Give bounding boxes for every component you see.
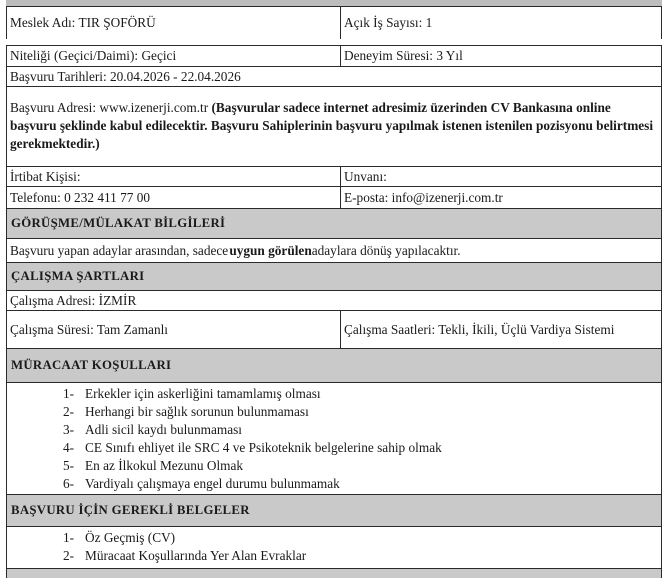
interview-info bbox=[7, 239, 661, 262]
requirement-item: 6- Vardiyalı çalışmaya engel durumu bulunmamak bbox=[63, 476, 340, 491]
interview-section-heading bbox=[6, 208, 662, 238]
requirements-list bbox=[6, 382, 662, 494]
row-interview-text bbox=[6, 238, 662, 262]
application-address bbox=[10, 99, 655, 153]
contact-title: Unvanı: bbox=[340, 167, 661, 186]
conditions-heading-text: ÇALIŞMA ŞARTLARI bbox=[11, 269, 145, 283]
document-item: 2- Müracaat Koşullarında Yer Alan Evraklar bbox=[63, 548, 307, 563]
requirement-item: 1- Erkekler için askerliğini tamamlamış olması bbox=[63, 386, 321, 401]
open-positions: Açık İş Sayısı: 1 bbox=[340, 7, 661, 39]
row-work-address bbox=[6, 290, 662, 310]
work-shifts: Çalışma Saatleri: Tekli, İkili, Üçlü Vardiya Sistemi bbox=[340, 311, 661, 348]
work-address: Çalışma Adresi: İZMİR bbox=[10, 292, 137, 308]
documents-heading-text: BAŞVURU İÇİN GEREKLİ BELGELER bbox=[11, 503, 250, 517]
application-dates: Başvuru Tarihleri: 20.04.2026 - 22.04.2026 bbox=[10, 68, 241, 84]
address-url-text: Başvuru Adresi: www.izenerji.com.tr bbox=[10, 100, 212, 115]
interview-text-bold: uygun görülen bbox=[229, 242, 312, 258]
document-item: 1- Öz Geçmiş (CV) bbox=[63, 530, 176, 545]
job-nature: Niteliği (Geçici/Daimi): Geçici bbox=[10, 48, 177, 63]
job-posting-form bbox=[6, 0, 662, 574]
job-title: Meslek Adı: TIR ŞOFÖRÜ bbox=[10, 15, 156, 30]
email-address: E-posta: info@izenerji.com.tr bbox=[340, 187, 661, 208]
contact-person: İrtibat Kişisi: bbox=[10, 168, 81, 184]
conditions-section-heading bbox=[6, 262, 662, 290]
row-work-hours bbox=[6, 310, 662, 348]
requirements-heading-text: MÜRACAAT KOŞULLARI bbox=[11, 358, 172, 372]
requirement-item: 3- Adli sicil kaydı bulunmaması bbox=[63, 422, 242, 437]
work-duration: Çalışma Süresi: Tam Zamanlı bbox=[10, 321, 168, 337]
requirement-item: 2- Herhangi bir sağlık sorunun bulunmaması bbox=[63, 404, 309, 419]
requirement-item: 4- CE Sınıfı ehliyet ile SRC 4 ve Psikoteknik belgelerine sahip olmak bbox=[63, 440, 442, 455]
address-note: (Başvurular sadece internet adresimiz üzerinden CV Bankasına online başvuru şeklinde kabul edilecektir. Başvuru Sahiplerinin başvuru yapılmak istenen istenilen pozisyonu belirtmesi gerekmektedir.) bbox=[10, 100, 654, 151]
experience-duration: Deneyim Süresi: 3 Yıl bbox=[340, 46, 661, 66]
row-contact bbox=[6, 166, 662, 186]
row-title bbox=[6, 6, 662, 39]
row-dates bbox=[6, 66, 662, 86]
row-nature bbox=[6, 45, 662, 66]
documents-section-heading bbox=[6, 494, 662, 526]
requirements-section-heading bbox=[6, 348, 662, 382]
row-phone bbox=[6, 186, 662, 208]
documents-list bbox=[6, 526, 662, 568]
next-section-heading-partial bbox=[6, 568, 662, 578]
requirement-item: 5- En az İlkokul Mezunu Olmak bbox=[63, 458, 244, 473]
phone-number: Telefonu: 0 232 411 77 00 bbox=[10, 189, 151, 205]
interview-text-end: adaylara dönüş yapılacaktır. bbox=[311, 242, 461, 258]
interview-heading-text: GÖRÜŞME/MÜLAKAT BİLGİLERİ bbox=[11, 216, 226, 230]
interview-text-start: Başvuru yapan adaylar arasından, sadece bbox=[10, 242, 229, 258]
row-address bbox=[6, 86, 662, 166]
